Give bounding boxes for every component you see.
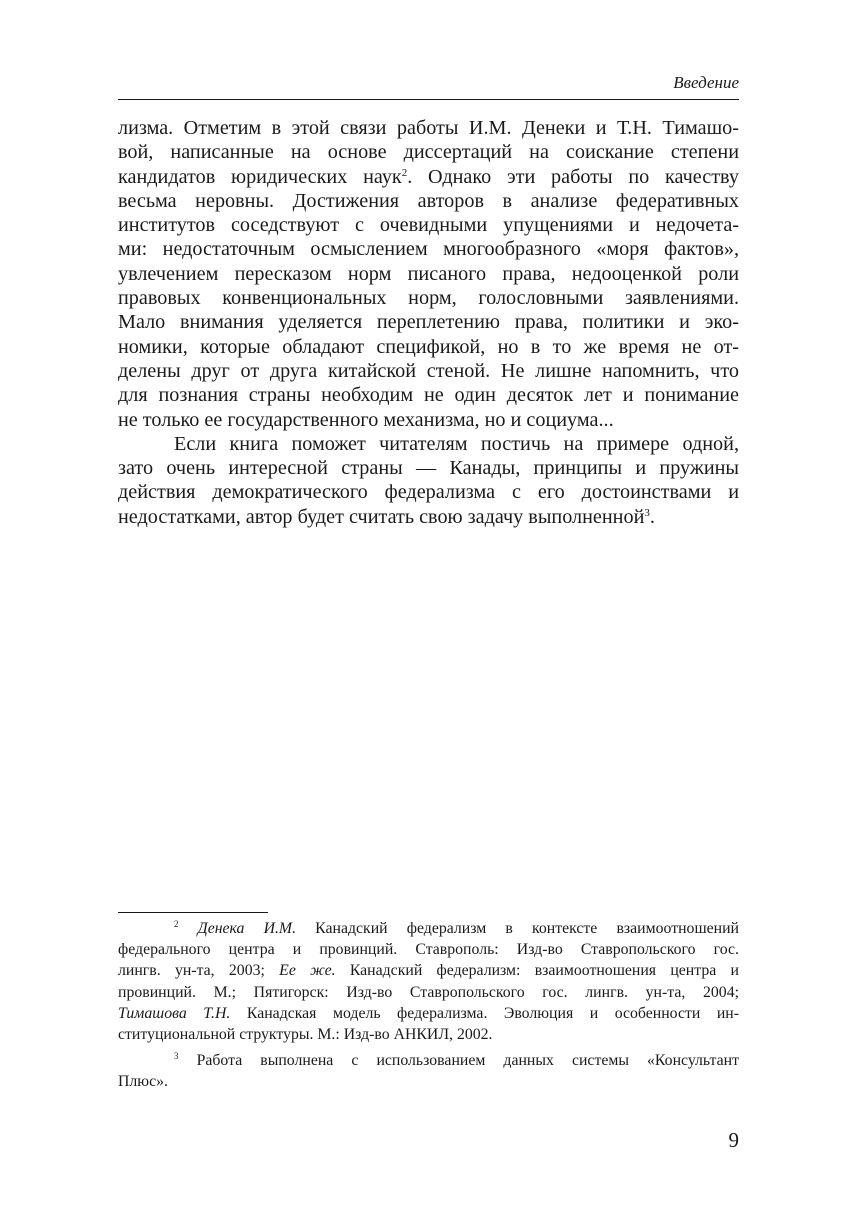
text-line: увлечением пересказом норм писаного права, недооценкой роли (118, 262, 739, 285)
text-segment: кандидатов юридических наук (118, 165, 402, 188)
text-line: Мало внимания уделяется переплетению права, политики и эко- (118, 311, 739, 334)
text-line: правовых конвенциональных норм, голословными заявлениями. (118, 287, 739, 310)
text-segment: Канадский федерализм: взаимоотношения центра и (335, 962, 739, 980)
text-segment: . Однако эти работы по качеству (407, 165, 739, 188)
text-line: ституциональной структуры. М.: Изд-во АНКИЛ, 2002. (118, 1026, 493, 1044)
author-name: Ее же. (279, 962, 336, 980)
footnotes (118, 918, 739, 1098)
paragraph-1 (118, 116, 739, 432)
page-number: 9 (728, 1128, 739, 1152)
text-line: не только ее государственного механизма, но и социума... (118, 408, 614, 431)
text-line: лизма. Отметим в этой связи работы И.М. Денеки и Т.Н. Тимашо- (118, 117, 739, 139)
author-name: Денека И.М. (197, 920, 297, 937)
text-line: Плюс». (118, 1073, 168, 1091)
footnote-ref-2[interactable]: 2 (401, 166, 408, 179)
text-line: весьма неровны. Достижения авторов в анализе федеративных (118, 189, 739, 212)
text-line: зато очень интересной страны — Канады, принципы и пружины (118, 457, 739, 480)
text-line: номики, которые обладают спецификой, но в то же время не от- (118, 335, 739, 358)
text-line: институтов соседствуют с очевидными упущениями и недочета- (118, 214, 739, 237)
text-segment: . (649, 505, 655, 528)
text-line: Если книга поможет читателям постичь на примере одной, (174, 432, 739, 455)
main-text (118, 116, 739, 529)
text-segment: Работа выполнена с использованием данных системы «Консультант (178, 1052, 739, 1070)
text-line: для познания страны необходим не один десяток лет и понимание (118, 384, 739, 407)
text-line: действия демократического федерализма с его достоинствами и (118, 481, 739, 504)
text-line: делены друг от друга китайской стеной. Не лишне напомнить, что (118, 359, 739, 382)
text-line: федерального центра и провинций. Ставрополь: Изд-во Ставропольского гос. (118, 941, 739, 959)
text-line (118, 960, 739, 981)
paragraph-2 (118, 432, 739, 529)
footnote-marker-3: 3 (174, 1051, 179, 1062)
footnote-marker-2: 2 (174, 919, 179, 929)
author-name: Тимашова Т.Н. (118, 1004, 231, 1022)
footnote-3 (118, 1050, 739, 1092)
text-line (118, 165, 739, 189)
text-segment: лингв. ун-та, 2003; (118, 962, 280, 980)
footnote-rule (118, 912, 268, 913)
text-line (118, 1050, 739, 1071)
footnote-2 (118, 918, 739, 1045)
text-segment: недостатками, автор будет считать свою задачу выполненной (118, 505, 645, 528)
footnote-ref-3[interactable]: 3 (644, 506, 650, 519)
text-line (118, 1003, 739, 1024)
text-line (118, 505, 739, 529)
text-line: ми: недостаточным осмыслением многообразного «моря фактов», (118, 238, 739, 261)
text-line (118, 918, 739, 939)
text-line: провинций. М.; Пятигорск: Изд-во Ставропольского гос. лингв. ун-та, 2004; (118, 983, 739, 1001)
running-head-title: Введение (673, 73, 739, 92)
text-segment: Канадский федерализм в контексте взаимоотношений (296, 920, 739, 937)
header-rule (118, 99, 739, 100)
text-line: вой, написанные на основе диссертаций на соискание степени (118, 141, 739, 164)
text-segment: Канадская модель федерализма. Эволюция и особенности ин- (230, 1004, 739, 1022)
